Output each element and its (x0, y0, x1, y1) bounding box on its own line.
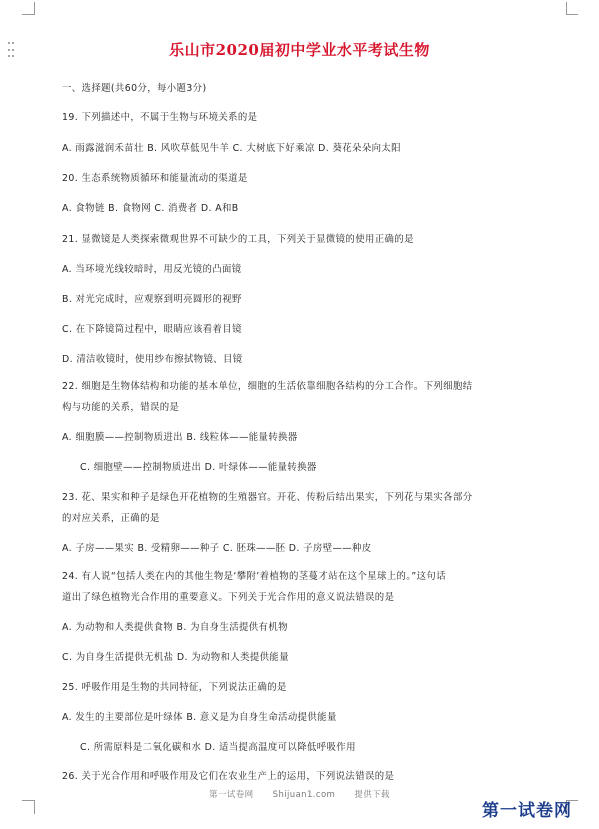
footer-center[interactable]: Shijuan1.com (272, 790, 336, 800)
site-watermark-logo: 第一试卷网 (482, 801, 572, 821)
question-24-options-2: C. 为自身生活提供无机盐 D. 为动物和人类提供能量 (62, 652, 289, 663)
question-23-stem-cont: 的对应关系，正确的是 (62, 513, 160, 524)
corner-mark (34, 2, 35, 15)
question-21-option-c: C. 在下降镜筒过程中，眼睛应该看着目镜 (62, 324, 242, 335)
footer-right: 提供下载 (354, 790, 390, 800)
footer-left: 第一试卷网 (209, 790, 254, 800)
question-21-option-b: B. 对光完成时，应观察到明亮圆形的视野 (62, 294, 242, 305)
question-22-options-1: A. 细胞膜——控制物质进出 B. 线粒体——能量转换器 (62, 432, 298, 443)
question-25-stem: 25. 呼吸作用是生物的共同特征，下列说法正确的是 (62, 682, 287, 693)
question-20-options: A. 食物链 B. 食物网 C. 消费者 D. A和B (62, 203, 239, 214)
question-19-stem: 19. 下列描述中，不属于生物与环境关系的是 (62, 112, 258, 123)
question-20-stem: 20. 生态系统物质循环和能量流动的渠道是 (62, 173, 248, 184)
corner-mark (566, 14, 578, 15)
corner-mark (22, 14, 34, 15)
question-22-options-2: C. 细胞壁——控制物质进出 D. 叶绿体——能量转换器 (80, 462, 317, 473)
question-22-stem-cont: 构与功能的关系，错误的是 (62, 402, 180, 413)
section-heading: 一、选择题(共60分，每小题3分) (62, 83, 207, 94)
question-24-options-1: A. 为动物和人类提供食物 B. 为自身生活提供有机物 (62, 622, 288, 633)
question-24-stem-cont: 道出了绿色植物光合作用的重要意义。下列关于光合作用的意义说法错误的是 (62, 592, 395, 603)
page-title: 乐山市2020届初中学业水平考试生物 (169, 41, 430, 59)
question-21-option-a: A. 当环境光线较暗时，用反光镜的凸面镜 (62, 264, 242, 275)
question-23-options: A. 子房——果实 B. 受精卵——种子 C. 胚珠——胚 D. 子房壁——种皮 (62, 543, 372, 554)
corner-mark (34, 800, 35, 814)
question-23-stem: 23. 花、果实和种子是绿色开花植物的生殖器官。开花、传粉后结出果实，下列花与果实各部分 (62, 492, 473, 503)
corner-mark (566, 2, 567, 15)
question-21-option-d: D. 清洁收镜时，使用纱布擦拭物镜、目镜 (62, 354, 243, 365)
question-19-options: A. 雨露滋润禾苗壮 B. 风吹草低见牛羊 C. 大树底下好乘凉 D. 葵花朵朵向太阳 (62, 143, 401, 154)
question-24-stem: 24. 有人说“包括人类在内的其他生物是‘攀附’着植物的茎蔓才站在这个星球上的。”这句话 (62, 571, 446, 582)
question-25-options-2: C. 所需原料是二氧化碳和水 D. 适当提高温度可以降低呼吸作用 (80, 742, 356, 753)
question-22-stem: 22. 细胞是生物体结构和功能的基本单位，细胞的生活依靠细胞各结构的分工合作。下列细胞结 (62, 381, 473, 392)
corner-mark (22, 800, 34, 801)
question-21-stem: 21. 显微镜是人类探索微观世界不可缺少的工具，下列关于显微镜的使用正确的是 (62, 234, 414, 245)
question-25-options-1: A. 发生的主要部位是叶绿体 B. 意义是为自身生命活动提供能量 (62, 712, 337, 723)
question-26-stem: 26. 关于光合作用和呼吸作用及它们在农业生产上的运用，下列说法错误的是 (62, 771, 395, 782)
